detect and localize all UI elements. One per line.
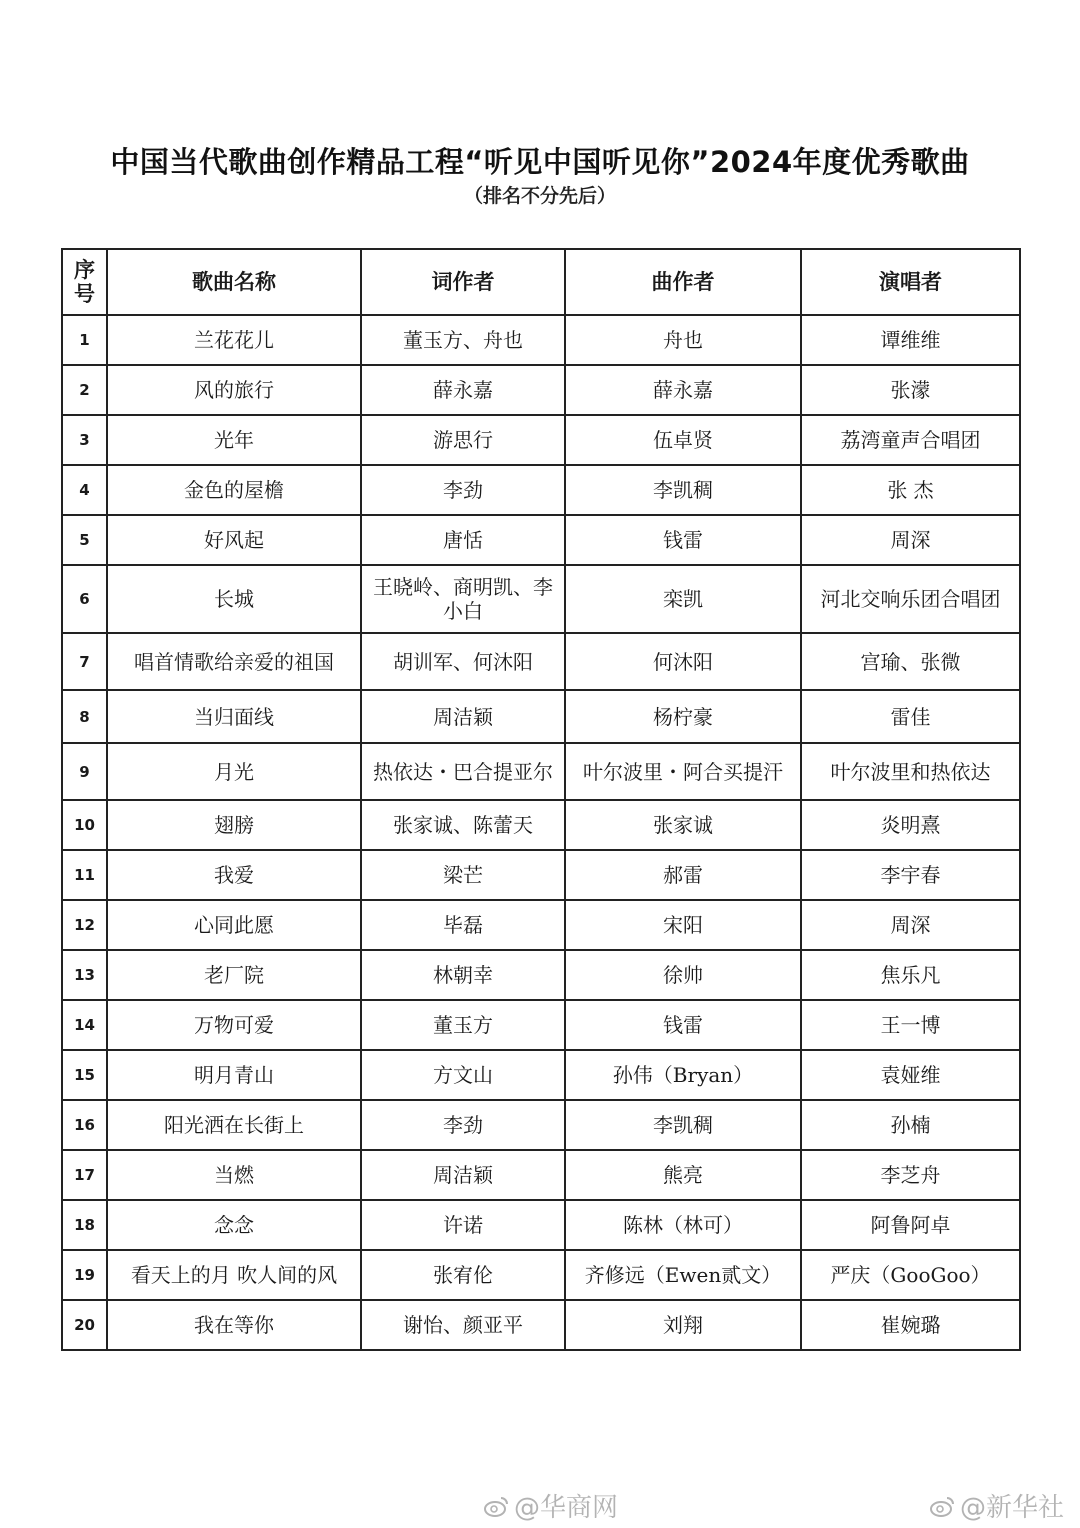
cell-singer: 严庆（GooGoo）	[801, 1250, 1020, 1300]
header-singer: 演唱者	[801, 249, 1020, 315]
cell-lyricist: 梁芒	[361, 850, 565, 900]
cell-number: 12	[62, 900, 107, 950]
cell-composer: 熊亮	[565, 1150, 801, 1200]
cell-number: 14	[62, 1000, 107, 1050]
cell-number: 11	[62, 850, 107, 900]
cell-composer: 李凯稠	[565, 1100, 801, 1150]
cell-singer: 荔湾童声合唱团	[801, 415, 1020, 465]
watermark-right	[930, 1487, 1064, 1524]
cell-lyricist: 胡训军、何沐阳	[361, 633, 565, 690]
cell-lyricist: 王晓岭、商明凯、李小白	[361, 565, 565, 633]
cell-singer: 李宇春	[801, 850, 1020, 900]
cell-number: 7	[62, 633, 107, 690]
cell-song: 我爱	[107, 850, 361, 900]
cell-lyricist: 谢怡、颜亚平	[361, 1300, 565, 1350]
cell-composer: 伍卓贤	[565, 415, 801, 465]
watermark-left-text: @华商网	[514, 1493, 619, 1523]
header-song: 歌曲名称	[107, 249, 361, 315]
cell-composer: 栾凯	[565, 565, 801, 633]
cell-number: 3	[62, 415, 107, 465]
cell-song: 心同此愿	[107, 900, 361, 950]
cell-lyricist: 毕磊	[361, 900, 565, 950]
cell-singer: 李芝舟	[801, 1150, 1020, 1200]
cell-number: 19	[62, 1250, 107, 1300]
cell-composer: 舟也	[565, 315, 801, 365]
cell-lyricist: 董玉方、舟也	[361, 315, 565, 365]
table-header-row	[62, 249, 1020, 315]
table-row	[62, 565, 1020, 633]
table-row	[62, 900, 1020, 950]
table-row	[62, 415, 1020, 465]
header-lyricist: 词作者	[361, 249, 565, 315]
cell-song: 当归面线	[107, 690, 361, 743]
cell-singer: 张濛	[801, 365, 1020, 415]
cell-composer: 孙伟（Bryan）	[565, 1050, 801, 1100]
watermark-left	[484, 1487, 618, 1524]
table-row	[62, 743, 1020, 800]
cell-song: 明月青山	[107, 1050, 361, 1100]
cell-composer: 何沐阳	[565, 633, 801, 690]
document-title: 中国当代歌曲创作精品工程“听见中国听见你”2024年度优秀歌曲	[110, 145, 970, 179]
song-table	[61, 248, 1021, 1351]
cell-singer: 雷佳	[801, 690, 1020, 743]
header-composer: 曲作者	[565, 249, 801, 315]
cell-song: 长城	[107, 565, 361, 633]
cell-composer: 刘翔	[565, 1300, 801, 1350]
cell-number: 2	[62, 365, 107, 415]
cell-lyricist: 方文山	[361, 1050, 565, 1100]
table-row	[62, 365, 1020, 415]
cell-song: 兰花花儿	[107, 315, 361, 365]
cell-singer: 阿鲁阿卓	[801, 1200, 1020, 1250]
cell-lyricist: 唐恬	[361, 515, 565, 565]
table-row	[62, 800, 1020, 850]
cell-song: 唱首情歌给亲爱的祖国	[107, 633, 361, 690]
cell-number: 8	[62, 690, 107, 743]
cell-lyricist: 许诺	[361, 1200, 565, 1250]
table-row	[62, 1200, 1020, 1250]
cell-composer: 杨柠豪	[565, 690, 801, 743]
weibo-icon	[484, 1494, 510, 1518]
cell-composer: 叶尔波里・阿合买提汗	[565, 743, 801, 800]
cell-singer: 叶尔波里和热依达	[801, 743, 1020, 800]
cell-number: 10	[62, 800, 107, 850]
cell-lyricist: 热依达・巴合提亚尔	[361, 743, 565, 800]
cell-song: 我在等你	[107, 1300, 361, 1350]
cell-song: 金色的屋檐	[107, 465, 361, 515]
cell-composer: 薛永嘉	[565, 365, 801, 415]
cell-lyricist: 周洁颖	[361, 690, 565, 743]
cell-song: 看天上的月 吹人间的风	[107, 1250, 361, 1300]
cell-song: 当燃	[107, 1150, 361, 1200]
table-row	[62, 1150, 1020, 1200]
cell-singer: 王一博	[801, 1000, 1020, 1050]
cell-composer: 李凯稠	[565, 465, 801, 515]
table-row	[62, 515, 1020, 565]
cell-song: 翅膀	[107, 800, 361, 850]
cell-song: 好风起	[107, 515, 361, 565]
table-row	[62, 315, 1020, 365]
table-row	[62, 950, 1020, 1000]
table-row	[62, 1300, 1020, 1350]
cell-number: 13	[62, 950, 107, 1000]
cell-composer: 陈林（林可）	[565, 1200, 801, 1250]
cell-lyricist: 林朝幸	[361, 950, 565, 1000]
cell-number: 1	[62, 315, 107, 365]
cell-song: 念念	[107, 1200, 361, 1250]
cell-singer: 孙楠	[801, 1100, 1020, 1150]
cell-singer: 焦乐凡	[801, 950, 1020, 1000]
cell-singer: 河北交响乐团合唱团	[801, 565, 1020, 633]
cell-lyricist: 周洁颖	[361, 1150, 565, 1200]
cell-lyricist: 薛永嘉	[361, 365, 565, 415]
watermark-right-text: @新华社	[960, 1493, 1065, 1523]
table-row	[62, 1100, 1020, 1150]
cell-song: 老厂院	[107, 950, 361, 1000]
cell-composer: 徐帅	[565, 950, 801, 1000]
table-row	[62, 1000, 1020, 1050]
cell-number: 15	[62, 1050, 107, 1100]
weibo-icon	[930, 1494, 956, 1518]
cell-number: 18	[62, 1200, 107, 1250]
cell-composer: 张家诚	[565, 800, 801, 850]
cell-lyricist: 董玉方	[361, 1000, 565, 1050]
cell-number: 9	[62, 743, 107, 800]
cell-song: 万物可爱	[107, 1000, 361, 1050]
table-row	[62, 850, 1020, 900]
cell-song: 阳光洒在长街上	[107, 1100, 361, 1150]
cell-singer: 周深	[801, 515, 1020, 565]
cell-lyricist: 张宥伦	[361, 1250, 565, 1300]
cell-composer: 钱雷	[565, 515, 801, 565]
cell-singer: 袁娅维	[801, 1050, 1020, 1100]
cell-composer: 宋阳	[565, 900, 801, 950]
cell-singer: 周深	[801, 900, 1020, 950]
cell-number: 6	[62, 565, 107, 633]
cell-composer: 齐修远（Ewen贰文）	[565, 1250, 801, 1300]
cell-singer: 谭维维	[801, 315, 1020, 365]
cell-composer: 郝雷	[565, 850, 801, 900]
table-row	[62, 1250, 1020, 1300]
cell-number: 17	[62, 1150, 107, 1200]
table-row	[62, 633, 1020, 690]
document-subtitle: （排名不分先后）	[463, 185, 616, 207]
cell-singer: 宫瑜、张微	[801, 633, 1020, 690]
cell-singer: 炎明熹	[801, 800, 1020, 850]
cell-singer: 张 杰	[801, 465, 1020, 515]
cell-number: 4	[62, 465, 107, 515]
cell-song: 光年	[107, 415, 361, 465]
table-row	[62, 690, 1020, 743]
cell-number: 16	[62, 1100, 107, 1150]
table-row	[62, 465, 1020, 515]
cell-lyricist: 李劲	[361, 465, 565, 515]
cell-lyricist: 李劲	[361, 1100, 565, 1150]
table-row	[62, 1050, 1020, 1100]
cell-song: 月光	[107, 743, 361, 800]
header-number: 序号	[62, 249, 107, 315]
cell-number: 20	[62, 1300, 107, 1350]
cell-number: 5	[62, 515, 107, 565]
cell-lyricist: 游思行	[361, 415, 565, 465]
cell-singer: 崔婉璐	[801, 1300, 1020, 1350]
cell-composer: 钱雷	[565, 1000, 801, 1050]
cell-song: 风的旅行	[107, 365, 361, 415]
cell-lyricist: 张家诚、陈蕾天	[361, 800, 565, 850]
